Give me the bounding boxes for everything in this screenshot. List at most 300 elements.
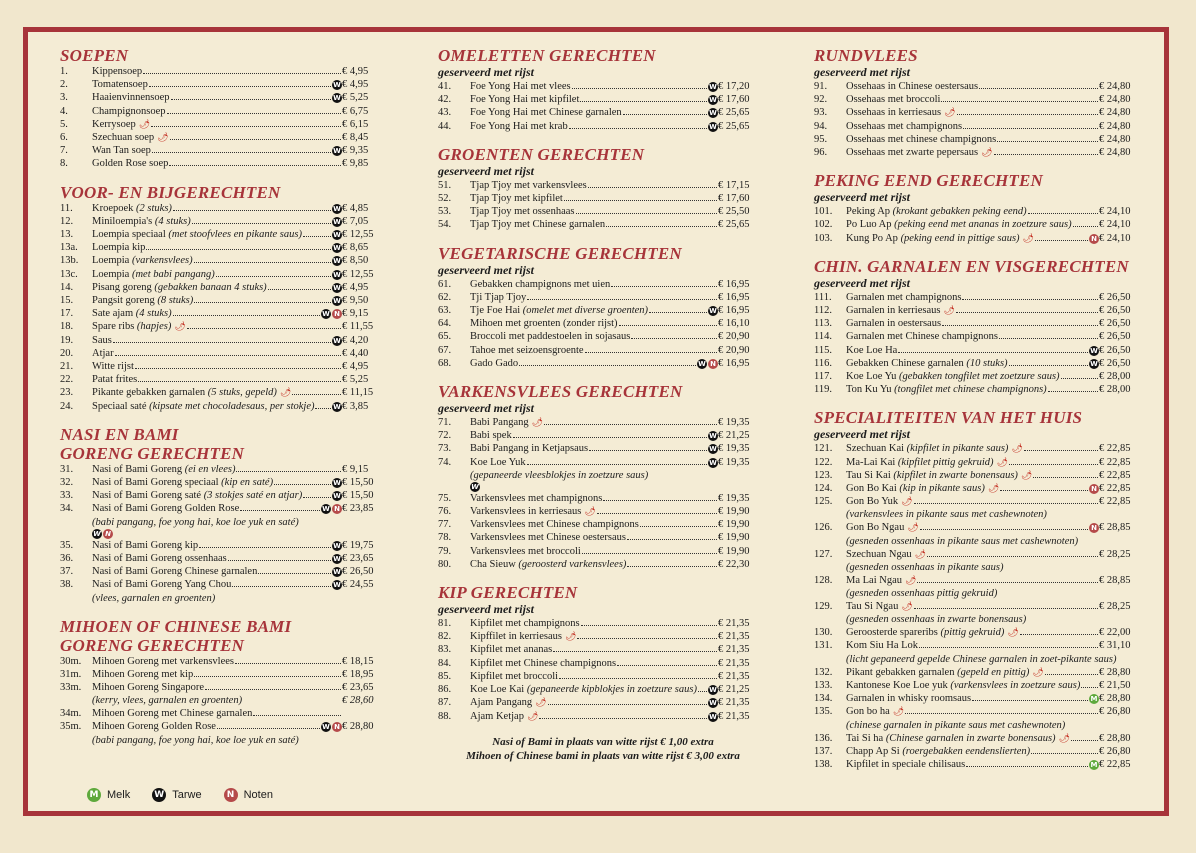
item-name <box>92 386 291 399</box>
item-number: 12. <box>60 215 74 227</box>
allergen-tags <box>332 554 342 564</box>
item-number: 136. <box>814 732 833 744</box>
item-price: € 24,55 <box>342 579 374 591</box>
item-note <box>60 694 392 707</box>
item-number: 13c. <box>60 268 78 280</box>
item-name <box>470 630 576 643</box>
item-name <box>92 241 145 254</box>
menu-item <box>814 304 1149 317</box>
item-number: 88. <box>438 710 452 722</box>
item-price: € 22,85 <box>1099 483 1131 495</box>
item-name-text: Foe Yong Hai met kipfilet <box>470 94 580 106</box>
menu-item <box>60 347 392 360</box>
item-description: (gepaneerde kipblokjes in zoetzure saus) <box>526 684 697 696</box>
item-name <box>470 278 610 291</box>
item-name <box>470 531 626 544</box>
item-name-text: Ossehaas met zwarte pepersaus <box>846 147 979 159</box>
menu-item <box>60 707 392 720</box>
allergen-tags <box>1089 760 1099 770</box>
dot-leader <box>553 651 717 652</box>
item-name-text: Kung Po Ap <box>846 232 898 244</box>
nut-icon: N <box>332 504 342 514</box>
dot-leader <box>149 86 331 87</box>
legend-tarwe: W Tarwe <box>152 788 201 802</box>
chili-icon: 🌶 <box>1020 469 1033 480</box>
item-price: € 21,35 <box>718 670 750 682</box>
item-name-text: Ajam Ketjap <box>470 710 524 722</box>
item-number: 96. <box>814 147 828 159</box>
chili-icon: 🌶 <box>901 601 913 612</box>
item-number: 32. <box>60 477 74 489</box>
item-name-text: Ajam Pangang <box>470 697 533 709</box>
item-price: € 17,15 <box>718 179 750 191</box>
wheat-icon: W <box>333 244 341 253</box>
section-title: VOOR- EN BIJGERECHTEN <box>60 182 281 202</box>
chili-icon: 🌶 <box>526 710 539 721</box>
dot-leader <box>1009 365 1088 366</box>
dot-leader <box>966 766 1088 767</box>
item-name-text: Ossehaas in Chinese oestersaus <box>846 81 979 92</box>
dot-leader <box>611 286 717 287</box>
item-description: (Chinese garnalen in zwarte bonensaus) <box>885 732 1056 744</box>
item-number: 127. <box>814 548 833 560</box>
item-name <box>846 304 955 317</box>
item-price: € 22,85 <box>1099 443 1131 455</box>
item-name-text: Tai Si ha <box>846 732 884 744</box>
item-price: € 4,95 <box>342 79 369 91</box>
item-price: € 17,60 <box>718 94 750 106</box>
item-number: 72. <box>438 430 452 442</box>
item-number: 44. <box>438 120 452 132</box>
item-name-text: Gon Bo Yuk <box>846 496 899 508</box>
item-name <box>846 521 919 534</box>
allergen-tags <box>1089 484 1099 494</box>
menu-item <box>814 133 1149 146</box>
item-number: 24. <box>60 400 74 412</box>
nut-icon: N <box>708 359 718 369</box>
chili-icon: 🌶 <box>279 387 292 398</box>
section-title: VARKENSVLEES GERECHTEN <box>438 382 683 402</box>
dot-leader <box>527 464 707 465</box>
item-description: (geroosterd varkensvlees) <box>518 558 627 570</box>
item-number: 52. <box>438 193 452 205</box>
item-name <box>470 617 580 630</box>
allergen-tags <box>708 82 718 92</box>
item-price: € 28,25 <box>1099 548 1131 560</box>
dot-leader <box>623 114 707 115</box>
dot-leader <box>167 113 342 114</box>
item-price: € 28,00 <box>1099 371 1131 383</box>
item-name-text: Pikante gebakken garnalen <box>92 387 206 399</box>
wheat-icon: W <box>333 297 341 306</box>
menu-item <box>814 679 1149 692</box>
item-price: € 9,15 <box>342 308 369 320</box>
item-number: 13a. <box>60 242 78 254</box>
allergen-tags <box>708 108 718 118</box>
wheat-icon: W <box>1090 359 1098 368</box>
item-number: 35. <box>60 539 74 551</box>
item-name-text: Cha Sieuw <box>470 558 516 570</box>
item-number: 18. <box>60 321 74 333</box>
dot-leader <box>619 325 717 326</box>
allergen-tags <box>1089 346 1099 356</box>
item-name-text: Kippensoep <box>92 66 143 77</box>
item-name <box>846 732 1070 745</box>
item-price: € 5,25 <box>342 92 369 104</box>
item-name-text: Nasi of Bami Goreng speciaal <box>92 477 219 489</box>
item-name-text: Tomatensoep <box>92 79 148 91</box>
dot-leader <box>963 128 1098 129</box>
dot-leader <box>1024 450 1098 451</box>
item-price: € 22,85 <box>1099 496 1131 508</box>
allergen-tags <box>708 122 718 132</box>
allergen-tags <box>708 444 718 454</box>
item-number: 64. <box>438 318 452 330</box>
dot-leader <box>1033 477 1098 478</box>
item-note-text: (gesneden ossenhaas in pikante saus) <box>846 561 1004 573</box>
item-price: € 24,80 <box>1099 107 1131 119</box>
item-description: (5 stuks, gepeld) <box>207 387 277 399</box>
milk-icon: M <box>1090 760 1098 769</box>
dot-leader <box>171 99 331 100</box>
item-price: € 19,75 <box>342 539 374 551</box>
item-number: 74. <box>438 456 452 468</box>
dot-leader <box>698 691 707 692</box>
item-price: € 16,95 <box>718 278 750 290</box>
wheat-icon: W <box>709 307 717 316</box>
item-price: € 26,50 <box>1099 357 1131 369</box>
item-number: 73. <box>438 443 452 455</box>
dot-leader <box>152 152 331 153</box>
item-name <box>92 118 150 131</box>
column-2 <box>438 46 768 763</box>
item-name-text: Koe Loe Ha <box>846 344 898 356</box>
item-price: € 6,75 <box>342 105 369 117</box>
item-number: 62. <box>438 291 452 303</box>
item-price: € 19,35 <box>718 417 750 429</box>
menu-item <box>60 307 392 320</box>
item-name <box>92 476 273 489</box>
chili-icon: 🌶 <box>943 305 955 316</box>
wheat-icon: W <box>709 432 717 441</box>
menu-item <box>438 558 768 571</box>
menu-item <box>438 492 768 505</box>
item-name-text: Mihoen Goreng met varkensvlees <box>92 655 235 667</box>
item-description: (roergebakken eendenslierten) <box>902 745 1031 757</box>
item-price: € 16,95 <box>718 291 750 303</box>
item-number: 43. <box>438 107 452 119</box>
item-price: € 23,85 <box>342 503 374 515</box>
dot-leader <box>138 381 341 382</box>
menu-item <box>60 476 392 489</box>
menu-item <box>814 482 1149 495</box>
section-subtitle: geserveerd met rijst <box>438 163 534 178</box>
menu-item <box>438 643 768 656</box>
wheat-icon: W <box>333 283 341 292</box>
item-price: € 8,65 <box>342 242 369 254</box>
allergen-tags <box>708 95 718 105</box>
item-price: € 16,95 <box>718 357 750 369</box>
wheat-icon: W <box>709 686 717 695</box>
menu-section <box>60 46 392 171</box>
allergen-tags <box>332 243 342 253</box>
chili-icon: 🌶 <box>914 548 927 559</box>
allergen-tags <box>332 491 342 501</box>
item-name <box>846 344 897 357</box>
item-number: 126. <box>814 522 833 534</box>
item-name <box>92 157 168 170</box>
item-price: € 20,90 <box>718 331 750 343</box>
menu-item <box>60 281 392 294</box>
section-subtitle: geserveerd met rijst <box>438 401 534 416</box>
item-name <box>92 294 193 307</box>
wheat-icon: W <box>333 554 341 563</box>
dot-leader <box>914 608 1098 609</box>
section-title-line2: GORENG GERECHTEN <box>60 443 245 463</box>
item-note-text: (licht gepaneerd gepelde Chinese garnalen in zoet-pikante saus) <box>846 653 1117 665</box>
wheat-icon: W <box>322 723 330 732</box>
allergen-tags <box>470 482 768 492</box>
item-number: 5. <box>60 118 68 130</box>
dot-leader <box>589 450 707 451</box>
dot-leader <box>1000 490 1088 491</box>
item-number: 14. <box>60 281 74 293</box>
menu-item <box>438 106 768 119</box>
item-number: 71. <box>438 417 452 429</box>
menu-item <box>438 505 768 518</box>
item-price: € 6,15 <box>342 118 369 130</box>
item-note-text: (gepaneerde vleesblokjes in zoetzure saus) <box>470 469 649 481</box>
chili-icon: 🌶 <box>138 118 151 129</box>
item-price: € 26,50 <box>1099 344 1131 356</box>
item-price: € 17,20 <box>718 81 750 92</box>
item-description: (omelet met diverse groenten) <box>522 305 649 317</box>
item-name-text: Varkensvlees met champignons <box>470 492 603 504</box>
item-number: 53. <box>438 206 452 218</box>
dot-leader <box>1031 753 1098 754</box>
item-description: (gebakken banaan 4 stuks) <box>154 281 267 293</box>
item-price: € 19,35 <box>718 492 750 504</box>
item-description: (10 stuks) <box>966 357 1008 369</box>
dot-leader <box>941 101 1098 102</box>
allergen-tags <box>708 698 718 708</box>
item-note <box>814 561 1149 574</box>
menu-item <box>60 118 392 131</box>
item-description: (met babi pangang) <box>131 268 215 280</box>
item-number: 112. <box>814 305 832 317</box>
item-name <box>846 383 1047 396</box>
menu-item <box>814 548 1149 561</box>
wheat-icon: W <box>709 109 717 118</box>
menu-item <box>438 278 768 291</box>
item-name <box>470 545 581 558</box>
allergen-tags <box>332 478 342 488</box>
item-name-text: Kipfilet met broccoli <box>470 670 559 682</box>
item-description: (4 stuks) <box>154 215 191 227</box>
item-name-text: Mihoen Goreng Golden Rose <box>92 721 216 733</box>
menu-item <box>814 732 1149 745</box>
menu-item <box>60 373 392 386</box>
item-name <box>846 291 961 304</box>
dot-leader <box>187 328 341 329</box>
item-name-text: Haaienvinnensoep <box>92 92 170 104</box>
item-number: 30m. <box>60 655 82 667</box>
wheat-icon: W <box>709 712 717 721</box>
menu-item <box>438 683 768 696</box>
allergen-tags <box>321 504 342 514</box>
allergen-tags <box>332 204 342 214</box>
item-name-text: Tjap Tjoy met kipfilet <box>470 193 563 205</box>
wheat-icon: W <box>709 122 717 131</box>
dot-leader <box>228 560 331 561</box>
milk-icon: M <box>87 788 101 802</box>
item-name-text: Spare ribs <box>92 321 135 333</box>
item-name <box>846 317 941 330</box>
menu-item <box>438 291 768 304</box>
section-title: SOEPEN <box>60 46 129 65</box>
item-number: 13. <box>60 229 74 241</box>
item-name <box>92 91 170 104</box>
item-number: 81. <box>438 618 452 630</box>
item-price: € 26,50 <box>1099 318 1131 330</box>
menu-item <box>438 456 768 469</box>
menu-item <box>814 80 1149 93</box>
item-name <box>846 93 940 106</box>
item-name-text: Gon Bo Ngau <box>846 522 905 534</box>
item-price: € 25,50 <box>718 206 750 218</box>
allergen-tags <box>332 270 342 280</box>
section-title: PEKING EEND GERECHTEN <box>814 171 1044 191</box>
dot-leader <box>1009 464 1098 465</box>
item-number: 129. <box>814 601 833 613</box>
item-name-text: Garnalen in kerriesaus <box>846 305 941 317</box>
menu-section <box>60 617 392 747</box>
item-description: (varkensvlees in zoetzure saus) <box>950 679 1081 691</box>
item-number: 3. <box>60 92 68 104</box>
item-number: 4. <box>60 105 68 117</box>
item-name <box>92 400 314 413</box>
menu-section <box>814 46 1149 159</box>
menu-item <box>60 489 392 502</box>
item-name <box>470 492 602 505</box>
dot-leader <box>115 355 341 356</box>
item-name <box>470 442 588 455</box>
dot-leader <box>192 223 331 224</box>
item-number: 36. <box>60 552 74 564</box>
menu-item <box>60 320 392 333</box>
dot-leader <box>135 368 341 369</box>
allergen-tags <box>332 93 342 103</box>
menu-item <box>60 502 392 515</box>
menu-item <box>60 65 392 78</box>
menu-item <box>438 670 768 683</box>
allergen-tags <box>332 80 342 90</box>
item-name-text: Loempia kip <box>92 242 146 254</box>
item-number: 33m. <box>60 681 82 693</box>
item-name <box>470 106 622 119</box>
menu-item <box>438 330 768 343</box>
wheat-icon: W <box>709 96 717 105</box>
item-number: 15. <box>60 295 74 307</box>
item-name <box>92 215 191 228</box>
item-name <box>846 495 913 508</box>
item-name-text: Saus <box>92 334 112 346</box>
item-price: € 22,30 <box>718 558 750 570</box>
item-number: 11. <box>60 202 73 214</box>
allergen-tags <box>708 712 718 722</box>
item-name-text: Mihoen Goreng met Chinese garnalen <box>92 708 253 720</box>
item-number: 42. <box>438 94 452 106</box>
item-price: € 4,85 <box>342 202 369 214</box>
wheat-icon: W <box>471 482 479 491</box>
item-number: 2. <box>60 79 68 91</box>
item-price: € 28,80 <box>1099 693 1131 705</box>
item-name <box>92 360 134 373</box>
menu-item <box>814 692 1149 705</box>
item-price: € 24,10 <box>1099 232 1131 244</box>
item-price: € 23,65 <box>342 681 374 693</box>
dot-leader <box>617 665 717 666</box>
item-name-text: Wan Tan soep <box>92 145 151 157</box>
menu-section <box>438 145 768 232</box>
wheat-icon: W <box>1090 346 1098 355</box>
dot-leader <box>527 299 717 300</box>
item-price: € 9,35 <box>342 145 369 157</box>
item-number: 6. <box>60 132 68 144</box>
item-name <box>470 670 558 683</box>
item-price: € 19,90 <box>718 519 750 531</box>
item-price: € 12,55 <box>342 229 374 241</box>
item-number: 38. <box>60 579 74 591</box>
dot-leader <box>216 276 331 277</box>
item-note-text: (varkensvlees in pikante saus met cashewnoten) <box>846 509 1047 521</box>
item-number: 125. <box>814 496 833 508</box>
item-price: € 19,35 <box>718 456 750 468</box>
menu-item <box>60 294 392 307</box>
item-name <box>470 80 571 93</box>
item-price: € 21,35 <box>718 710 750 722</box>
item-name-text: Gon bo ha <box>846 706 890 718</box>
item-number: 33. <box>60 490 74 502</box>
chili-icon: 🌶 <box>564 631 577 642</box>
item-number: 21. <box>60 361 74 373</box>
wheat-icon: W <box>333 568 341 577</box>
item-name <box>470 456 526 469</box>
menu-section <box>814 257 1149 397</box>
menu-item <box>814 93 1149 106</box>
item-price: € 26,50 <box>1099 331 1131 343</box>
section-title: SPECIALITEITEN VAN HET HUIS <box>814 408 1083 428</box>
item-name-text: Loempia <box>92 255 130 267</box>
wheat-icon: W <box>333 336 341 345</box>
item-number: 8. <box>60 158 68 170</box>
item-price: € 25,65 <box>718 219 750 231</box>
menu-section <box>438 244 768 370</box>
item-name <box>92 565 257 578</box>
menu-item <box>814 205 1149 218</box>
item-number: 1. <box>60 66 68 77</box>
chili-icon: 🌶 <box>901 496 913 507</box>
item-name-text: Koe Loe Yu <box>846 371 897 383</box>
menu-item <box>60 131 392 144</box>
allergen-tags <box>321 722 342 732</box>
wheat-icon: W <box>709 699 717 708</box>
allergen-tags <box>332 230 342 240</box>
item-price: € 18,15 <box>342 655 374 667</box>
dot-leader <box>640 526 717 527</box>
dot-leader <box>957 114 1099 115</box>
item-number: 93. <box>814 107 828 119</box>
